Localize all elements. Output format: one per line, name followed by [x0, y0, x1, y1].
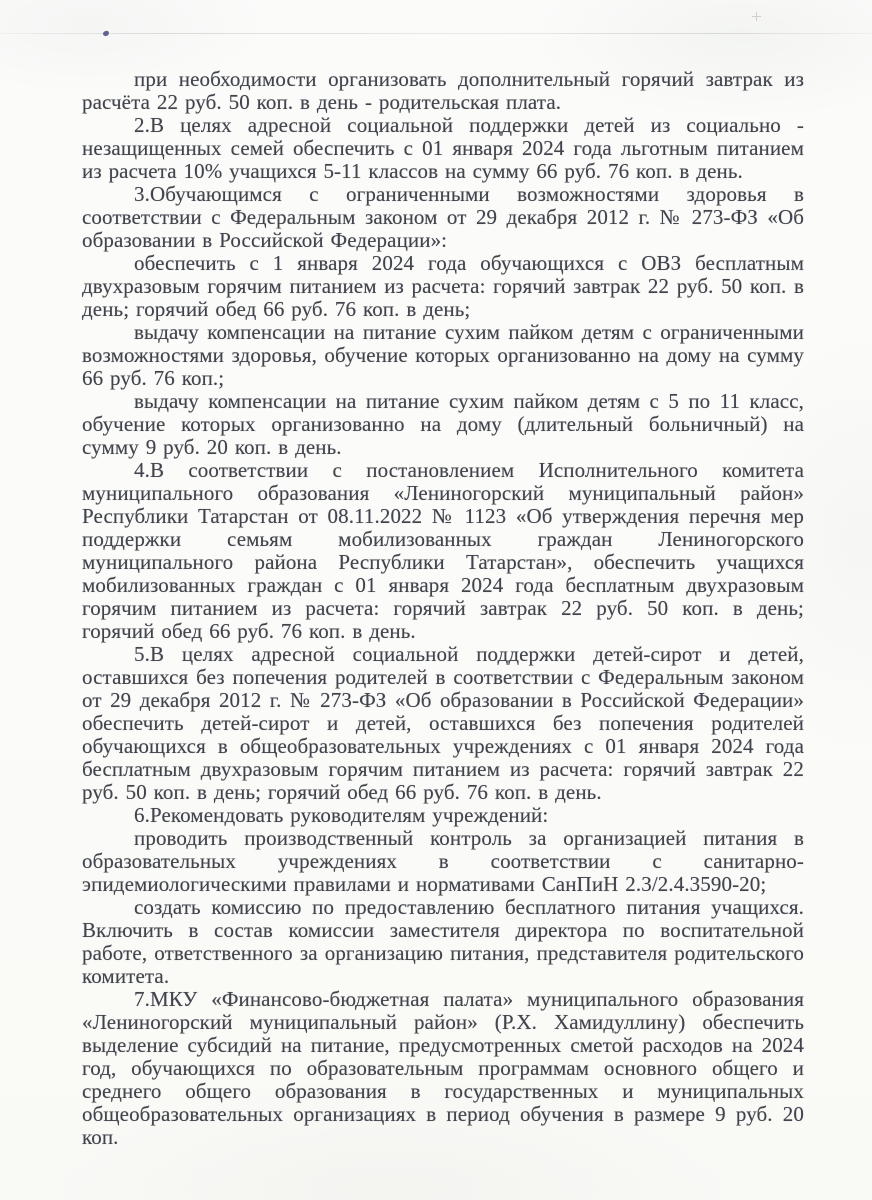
paragraph-5-orphans: 5.В целях адресной социальной поддержки детей-сирот и детей, оставшихся без попечения родителей в соответствии с Федеральным законом от 29 декабря 2012 г. № 273-ФЗ «Об образовании в Российской Федерации» обеспечить детей-сирот и детей, оставшихся без попечения родителей обучающихся в общеобразовательных учреждениях с 01 января 2024 года бесплатным двухразовым горячим питанием из расчета: горячий завтрак 22 руб. 50 коп. в день; горячий обед 66 руб. 76 коп. в день.	[82, 642, 804, 804]
scan-streak-artifact	[0, 33, 872, 34]
paragraph-4-mobilized-families: 4.В соответствии с постановлением Исполнительного комитета муниципального образования «Лениногорский муниципальный район» Республики Татарстан от 08.11.2022 № 1123 «Об утверждения перечня мер поддержки семьям мобилизованных граждан Лениногорского муниципального района Республики Татарстан», обеспечить учащихся мобилизованных граждан с 01 января 2024 года бесплатным двухразовым горячим питанием из расчета: горячий завтрак 22 руб. 50 коп. в день; горячий обед 66 руб. 76 коп. в день.	[82, 458, 804, 643]
paragraph-ovz-dry-ration: выдачу компенсации на питание сухим пайком детям с ограниченными возможностями здоровья, обучение которых организованно на дому на сумму 66 руб. 76 коп.;	[82, 320, 804, 390]
document-text-block	[82, 68, 804, 1149]
paragraph-7-finance-chamber: 7.МКУ «Финансово-бюджетная палата» муниципального образования «Лениногорский муниципальный район» (Р.Х. Хамидуллину) обеспечить выделение субсидий на питание, предусмотренных сметой расходов на 2024 год, обучающихся по образовательным программам основного общего и среднего общего образования в государственных и муниципальных общеобразовательных организациях в период обучения в размере 9 руб. 20 коп.	[82, 987, 804, 1149]
paragraph-ovz-meals: обеспечить с 1 января 2024 года обучающихся с ОВЗ бесплатным двухразовым горячим питанием из расчета: горячий завтрак 22 руб. 50 коп. в день; горячий обед 66 руб. 76 коп. в день;	[82, 251, 804, 321]
paragraph-sanpin-control: проводить производственный контроль за организацией питания в образовательных учреждениях в соответствии с санитарно-эпидемиологическими правилами и нормативами СанПиН 2.3/2.4.3590-20;	[82, 826, 804, 896]
paragraph-free-meals-commission: создать комиссию по предоставлению бесплатного питания учащихся. Включить в состав комиссии заместителя директора по воспитательной работе, ответственного за организацию питания, представителя родительского комитета.	[82, 895, 804, 988]
paragraph-6-recommend-heads: 6.Рекомендовать руководителям учреждений:	[134, 803, 549, 827]
ink-fleck-artifact	[102, 30, 109, 36]
paragraph-home-study-dry-ration: выдачу компенсации на питание сухим пайком детям с 5 по 11 класс, обучение которых организованно на дому (длительный больничный) на сумму 9 руб. 20 коп. в день.	[82, 389, 804, 459]
paragraph-3-ovz-intro: 3.Обучающимся с ограниченными возможностями здоровья в соответствии с Федеральным законом от 29 декабря 2012 г. № 273-ФЗ «Об образовании в Российской Федерации»:	[82, 182, 804, 252]
paragraph-2-social-support: 2.В целях адресной социальной поддержки детей из социально - незащищенных семей обеспечить с 01 января 2024 года льготным питанием из расчета 10% учащихся 5-11 классов на сумму 66 руб. 76 коп. в день.	[82, 113, 804, 183]
paragraph-breakfast-parent-fee: при необходимости организовать дополнительный горячий завтрак из расчёта 22 руб. 50 коп. в день - родительская плата.	[82, 67, 804, 114]
cross-smudge-artifact	[752, 12, 761, 21]
